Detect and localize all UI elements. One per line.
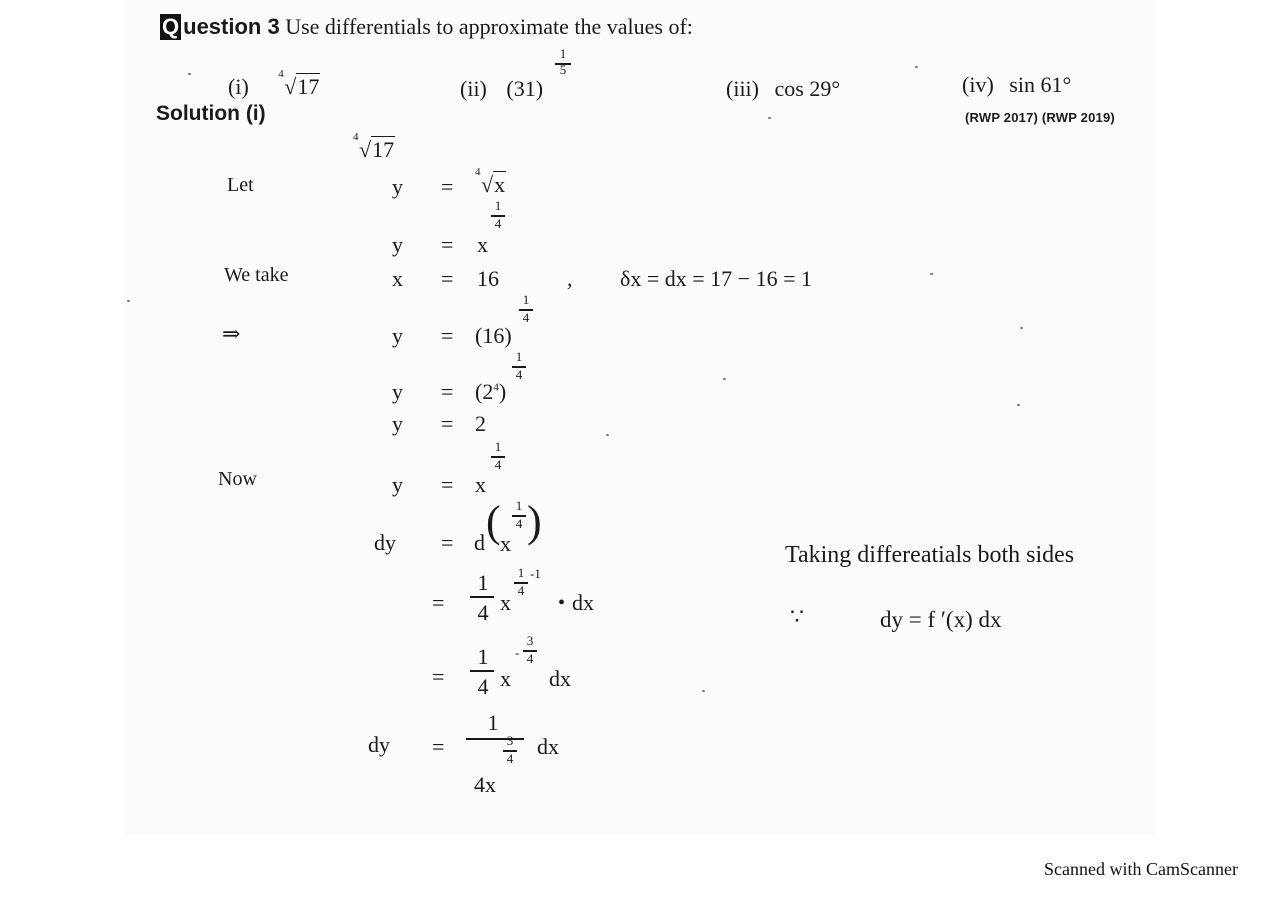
exp-den: 4 <box>515 367 523 382</box>
part-iv-label: (iv) <box>962 72 994 97</box>
close-paren: ) <box>527 497 542 546</box>
exp-num: 1 <box>515 349 523 364</box>
exponent-four: 4 <box>493 381 499 394</box>
equals-sign: = <box>441 323 454 348</box>
equals-sign: = <box>441 472 454 497</box>
equals-sign: = <box>441 232 454 257</box>
scan-speck <box>606 434 609 436</box>
close-paren: ) <box>498 379 507 404</box>
coef-den: 4 <box>477 600 489 625</box>
exp-den: 4 <box>522 310 530 325</box>
exp-num: 1 <box>494 439 502 454</box>
equals-sign: = <box>441 411 454 436</box>
equals-sign: = <box>432 590 445 615</box>
sixteen-paren: (16) <box>475 323 512 348</box>
radical: 4 √x <box>475 166 506 197</box>
part-ii-label: (ii) <box>460 76 487 101</box>
open-paren: ( <box>486 497 501 546</box>
part-ii-exp-num: 1 <box>559 46 567 61</box>
label-let: Let <box>227 174 254 196</box>
exp-den: 4 <box>517 583 525 598</box>
exp-num: 3 <box>526 633 534 648</box>
exp-den: 4 <box>494 457 502 472</box>
y-value: 2 <box>475 411 486 436</box>
scan-speck <box>915 66 918 68</box>
delta-x-equation: δx = dx = 17 − 16 = 1 <box>620 266 812 291</box>
scanner-watermark: Scanned with CamScanner <box>1044 859 1238 879</box>
exp-den: 4 <box>515 516 523 531</box>
x-value: 16 <box>477 266 499 291</box>
differential-formula: dy = f ′(x) dx <box>880 607 1002 632</box>
var-dx: dx <box>549 666 571 691</box>
coef-num: 1 <box>477 644 489 669</box>
fraction-num: 1 <box>487 710 499 735</box>
comma: , <box>567 266 573 291</box>
part-iv <box>962 72 1071 98</box>
fraction-bar <box>470 670 494 672</box>
part-iv-expr: sin 61° <box>1009 72 1072 97</box>
question-heading <box>160 14 693 40</box>
root-index: 4 <box>475 166 481 178</box>
implies-arrow: ⇒ <box>222 321 241 346</box>
fourth-root-x <box>475 166 506 198</box>
equals-sign: = <box>441 379 454 404</box>
exam-reference: (RWP 2017) (RWP 2019) <box>965 110 1115 125</box>
exp-num: 1 <box>515 498 523 513</box>
equals-sign: = <box>441 174 454 199</box>
differential-d: d <box>474 530 485 555</box>
exp-minus-one: -1 <box>530 566 541 581</box>
part-ii <box>460 76 543 102</box>
two-pow-four <box>475 379 506 405</box>
fourth-root-17: 4 √17 <box>353 131 395 162</box>
exp-num: 1 <box>522 292 530 307</box>
equals-sign: = <box>432 734 445 759</box>
part-i-label: (i) <box>228 74 249 99</box>
scan-speck <box>1020 327 1023 329</box>
var-y: y <box>392 411 403 436</box>
scan-speck <box>1017 404 1020 406</box>
var-y: y <box>392 472 403 497</box>
part-ii-exp-den: 5 <box>559 62 567 77</box>
scan-speck <box>723 378 726 380</box>
var-x: x <box>477 232 488 257</box>
part-iii-expr: cos 29° <box>774 76 841 101</box>
equals-sign: = <box>441 530 454 555</box>
scan-speck <box>188 73 191 75</box>
radicand: 17 <box>297 74 320 99</box>
scan-speck <box>702 690 705 692</box>
root-index: 4 <box>353 131 359 143</box>
fraction-den: 4x <box>474 772 496 797</box>
radicand: 17 <box>372 137 395 162</box>
side-note: Taking differeatials both sides <box>785 542 1075 568</box>
scan-speck <box>930 273 933 275</box>
exp-num: 1 <box>517 565 525 580</box>
solution-title: Solution (i) <box>156 102 266 125</box>
label-now: Now <box>218 468 257 490</box>
equals-sign: = <box>441 266 454 291</box>
exp-den: 4 <box>526 651 534 666</box>
var-y: y <box>392 232 403 257</box>
part-iii <box>726 76 840 102</box>
coef-num: 1 <box>477 570 489 595</box>
base-two: (2 <box>475 379 494 404</box>
question-number-box: Q <box>162 14 180 39</box>
question-prompt: Use differentials to approximate the values of: <box>285 14 693 39</box>
var-y: y <box>392 379 403 404</box>
fraction-bar <box>470 596 494 598</box>
radicand: x <box>494 172 506 197</box>
var-x: x <box>392 266 403 291</box>
var-dx: dx <box>572 590 594 615</box>
exp-den: 4 <box>494 216 502 231</box>
exp-minus: - <box>515 645 520 660</box>
var-dy: dy <box>368 732 390 757</box>
var-x: x <box>500 666 511 691</box>
scanned-page <box>125 0 1155 835</box>
question-title: uestion 3 <box>183 14 280 39</box>
var-dy: dy <box>374 530 396 555</box>
scan-speck <box>768 117 771 119</box>
scan-speck <box>127 300 130 302</box>
var-x: x <box>500 531 511 556</box>
var-dx: dx <box>537 734 559 759</box>
part-ii-base: (31) <box>506 76 544 101</box>
part-i <box>228 68 320 100</box>
var-y: y <box>392 323 403 348</box>
multiply-dot: • <box>558 592 566 614</box>
var-y: y <box>392 174 403 199</box>
exp-num: 3 <box>506 733 514 748</box>
exp-den: 4 <box>506 751 514 766</box>
solution-radical <box>353 131 395 163</box>
label-we-take: We take <box>224 264 289 286</box>
var-x: x <box>500 590 511 615</box>
because-symbol: ∵ <box>790 604 804 629</box>
equals-sign: = <box>432 664 445 689</box>
var-x: x <box>475 472 486 497</box>
root-index: 4 <box>278 68 284 80</box>
fourth-root-17: 4 √17 <box>278 68 320 99</box>
exp-num: 1 <box>494 198 502 213</box>
coef-den: 4 <box>477 674 489 699</box>
part-iii-label: (iii) <box>726 76 759 101</box>
